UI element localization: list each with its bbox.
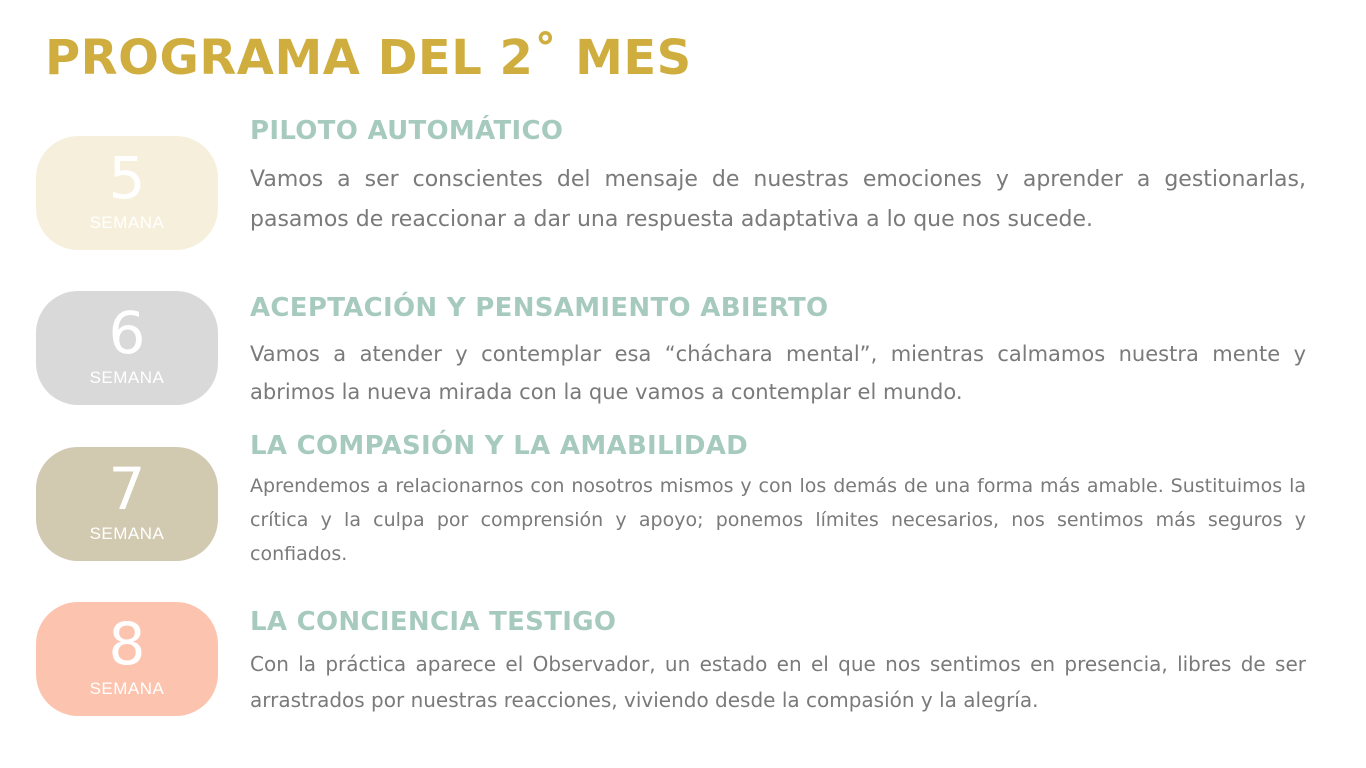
week-description-5: Vamos a ser conscientes del mensaje de nuestras emociones y aprender a gestionarlas, pasamos de reaccionar a dar una respuesta adaptativa a lo que nos sucede. — [250, 167, 1306, 232]
week-label: SEMANA — [89, 368, 165, 387]
week-number: 6 — [108, 299, 146, 367]
week-heading-6: ACEPTACIÓN Y PENSAMIENTO ABIERTO — [250, 293, 829, 323]
week-badge-8 — [36, 602, 218, 716]
week-number: 7 — [108, 455, 146, 523]
week-badge-6 — [36, 291, 218, 405]
week-description-7: Aprendemos a relacionarnos con nosotros mismos y con los demás de una forma más amable. Sustituimos la crítica y la culpa por comprensión y apoyo; ponemos límites necesarios, nos sentimos más seguros y confiados. — [250, 475, 1306, 565]
week-heading-8: LA CONCIENCIA TESTIGO — [250, 607, 617, 637]
week-label: SEMANA — [89, 213, 165, 232]
week-label: SEMANA — [89, 679, 165, 698]
week-description-6: Vamos a atender y contemplar esa “cháchara mental”, mientras calmamos nuestra mente y abrimos la nueva mirada con la que vamos a contemplar el mundo. — [250, 342, 1306, 404]
week-number: 8 — [108, 610, 146, 678]
week-number: 5 — [108, 144, 146, 212]
week-heading-5: PILOTO AUTOMÁTICO — [250, 116, 564, 146]
week-description-8: Con la práctica aparece el Observador, un estado en el que nos sentimos en presencia, libres de ser arrastrados por nuestras reacciones, viviendo desde la compasión y la alegría. — [250, 652, 1306, 712]
week-label: SEMANA — [89, 524, 165, 543]
week-badge-7 — [36, 447, 218, 561]
page-title: PROGRAMA DEL 2˚ MES — [45, 30, 692, 86]
week-badge-5 — [36, 136, 218, 250]
week-heading-7: LA COMPASIÓN Y LA AMABILIDAD — [250, 431, 749, 461]
